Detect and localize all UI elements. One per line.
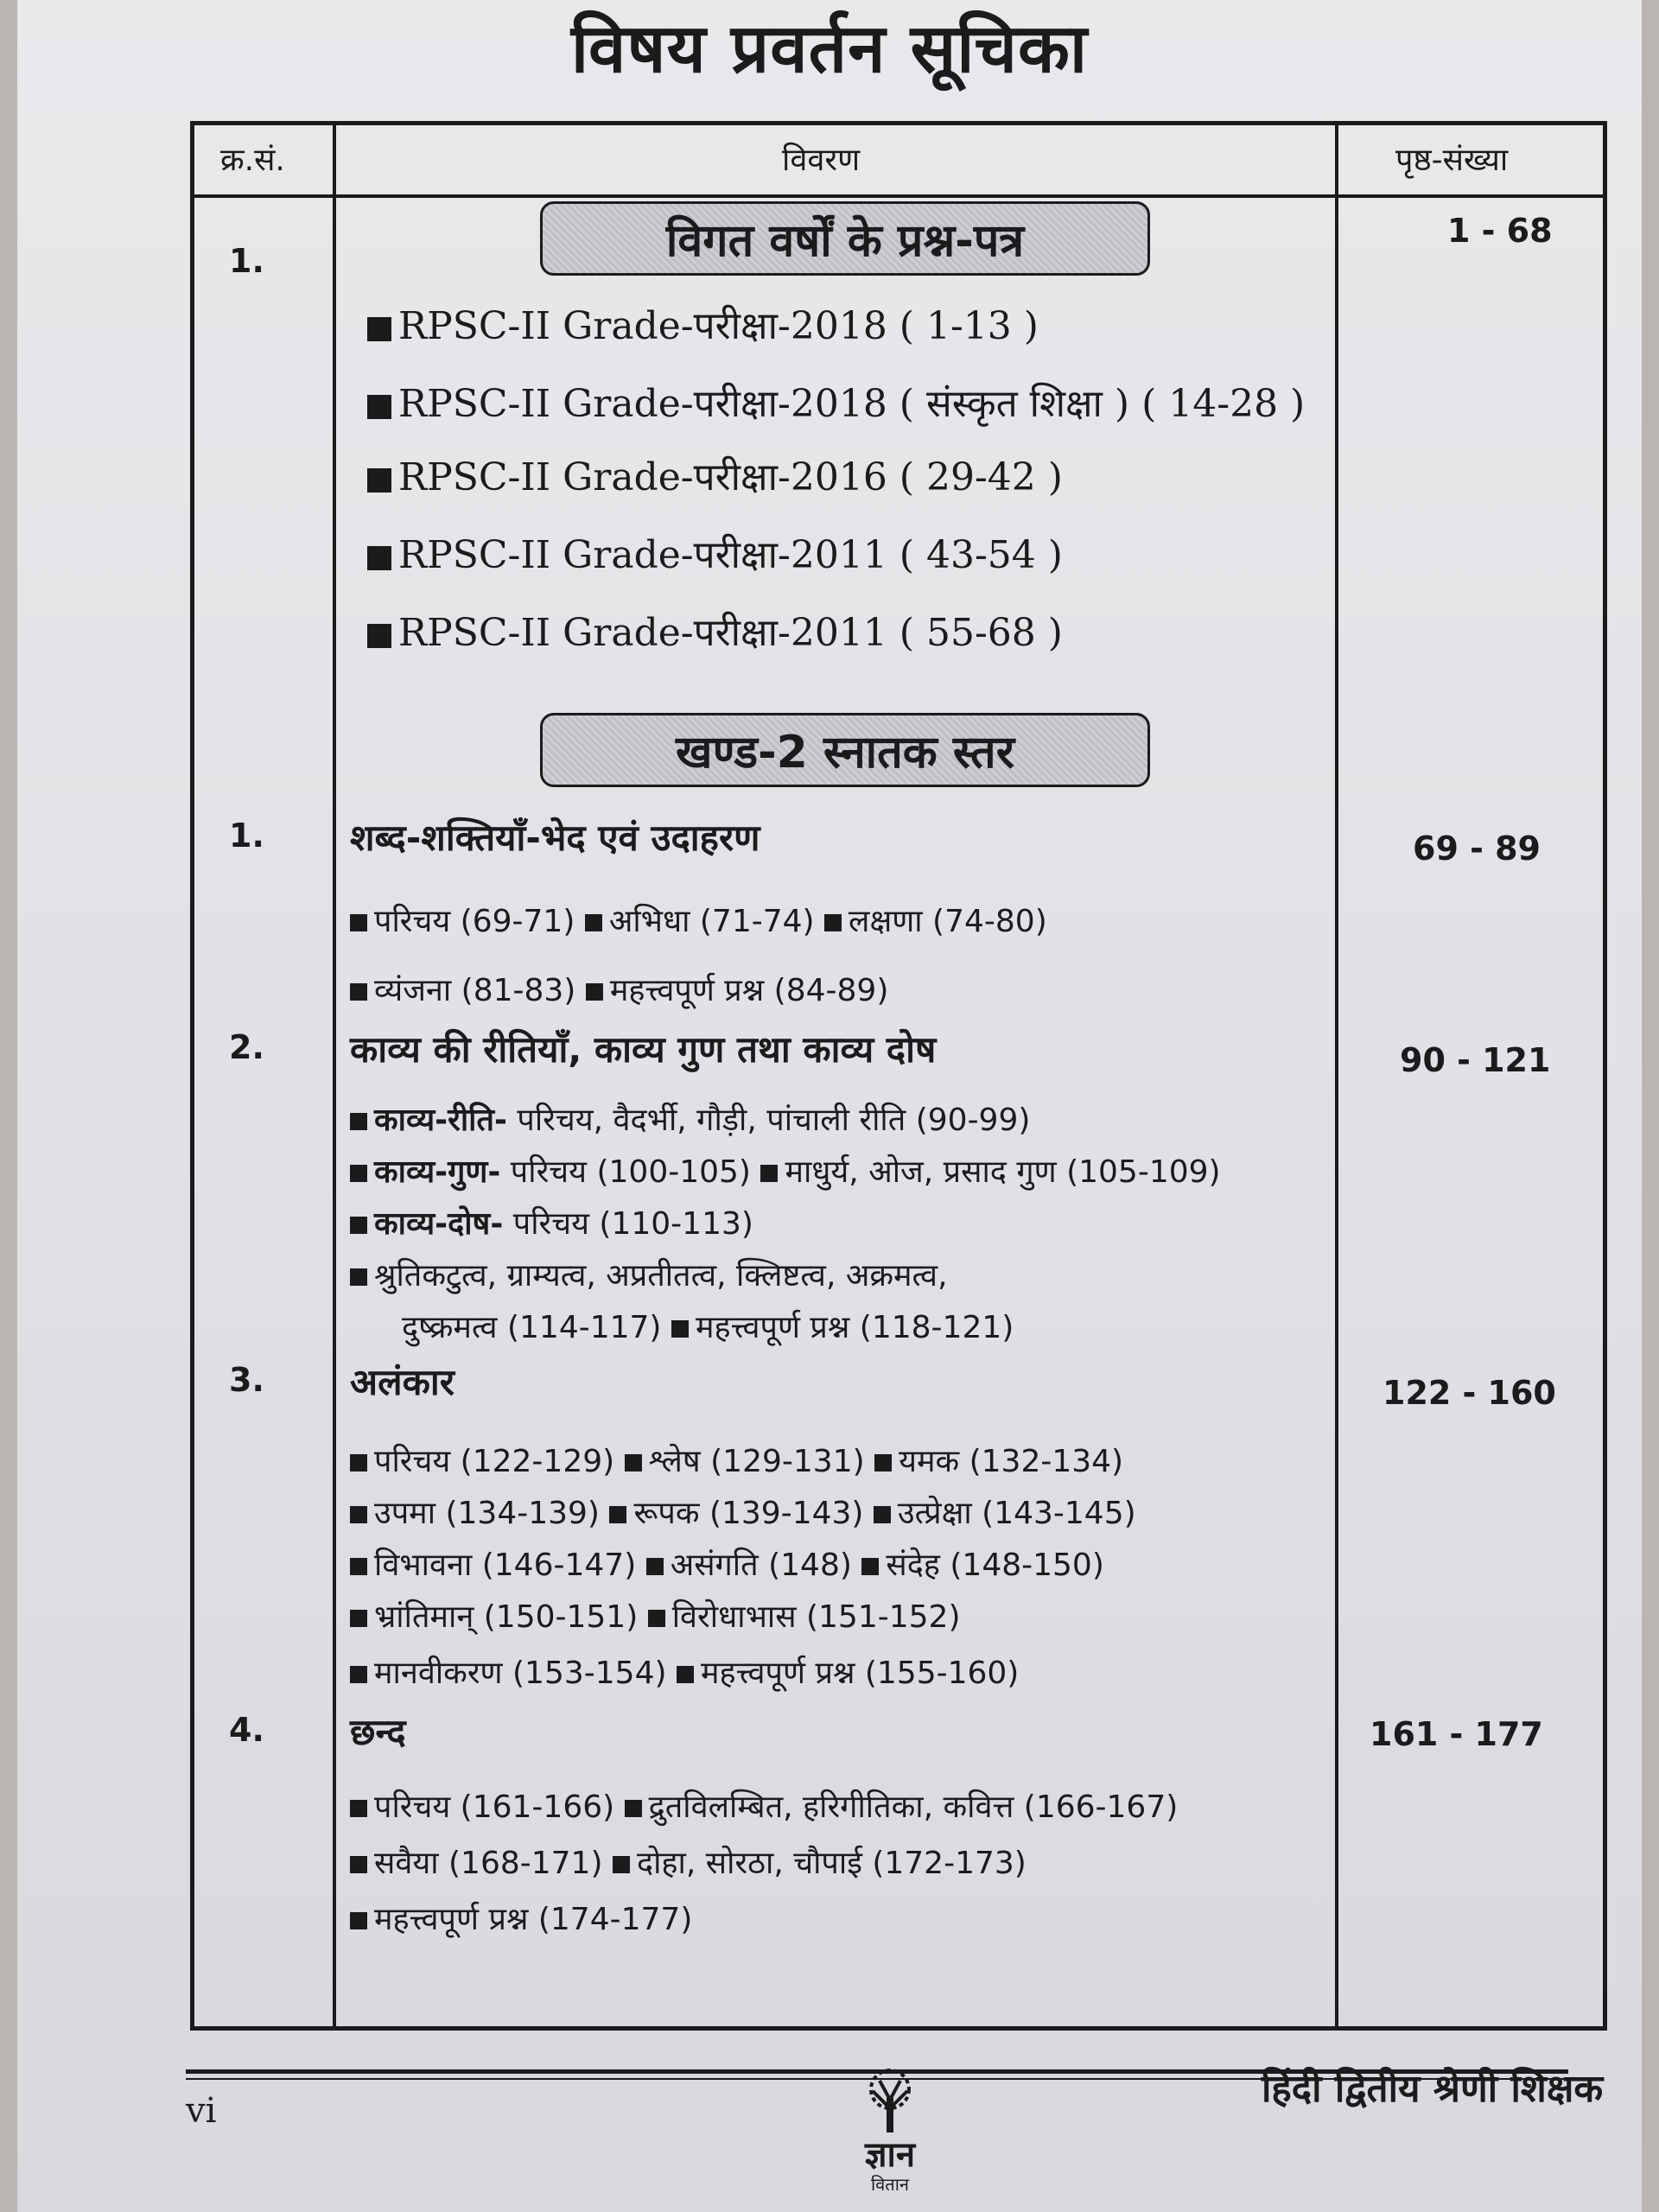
list-item: काव्य-गुण- परिचय (100-105) माधुर्य, ओज, प्रसाद गुण (105-109): [350, 1149, 1221, 1192]
bullet-square-icon: [350, 983, 367, 1001]
bullet-square-icon: [874, 1506, 891, 1523]
bullet-square-icon: [350, 1912, 367, 1929]
list-item: व्यंजना (81-83) महत्त्वपूर्ण प्रश्न (84-89): [350, 968, 888, 1010]
bullet-square-icon: [350, 1610, 367, 1627]
list-item: काव्य-दोष- परिचय (110-113): [350, 1201, 753, 1243]
toc-table: [190, 121, 1607, 2031]
bullet-square-icon: [824, 914, 842, 931]
header-description: विवरण: [782, 143, 861, 178]
bullet-square-icon: [367, 468, 391, 493]
section-title: काव्य की रीतियाँ, काव्य गुण तथा काव्य दोष: [350, 1028, 937, 1071]
list-item: भ्रांतिमान् (150-151) विरोधाभास (151-152): [350, 1594, 961, 1637]
bullet-square-icon: [625, 1454, 642, 1471]
row-number: 1.: [229, 817, 264, 855]
section-title: शब्द-शक्तियाँ-भेद एवं उदाहरण: [350, 817, 760, 859]
list-item: उपमा (134-139) रूपक (139-143) उत्प्रेक्षा (143-145): [350, 1491, 1136, 1533]
bullet-square-icon: [350, 1666, 367, 1683]
bullet-square-icon: [367, 624, 391, 648]
bullet-square-icon: [350, 1217, 367, 1234]
section-banner: विगत वर्षों के प्रश्न-पत्र: [540, 201, 1150, 276]
list-item: RPSC-II Grade-परीक्षा-2011 ( 55-68 ): [367, 605, 1063, 657]
logo-text: ज्ञान: [864, 2135, 916, 2175]
column-divider: [333, 125, 336, 2026]
bullet-square-icon: [367, 546, 391, 570]
book-title: हिंदी द्वितीय श्रेणी शिक्षक: [1262, 2067, 1604, 2111]
row-number: 2.: [229, 1028, 264, 1066]
row-number: 3.: [229, 1361, 264, 1399]
bullet-square-icon: [585, 914, 602, 931]
list-item: सवैया (168-171) दोहा, सोरठा, चौपाई (172-173): [350, 1840, 1027, 1883]
bullet-square-icon: [350, 1454, 367, 1471]
page-range: 161 - 177: [1370, 1715, 1543, 1753]
page-range: 122 - 160: [1382, 1374, 1556, 1412]
section-title: अलंकार: [350, 1361, 454, 1403]
page-title: विषय प्रवर्तन सूचिका: [570, 10, 1089, 88]
logo-subtext: वितान: [871, 2174, 909, 2195]
header-divider: [194, 194, 1603, 198]
book-page: [17, 0, 1642, 2212]
bullet-square-icon: [613, 1856, 630, 1873]
list-item: मानवीकरण (153-154) महत्त्वपूर्ण प्रश्न (155-160): [350, 1650, 1019, 1693]
page-range: 90 - 121: [1400, 1041, 1551, 1079]
header-serial: क्र.सं.: [220, 143, 285, 178]
column-divider: [1335, 125, 1338, 2026]
bullet-square-icon: [609, 1506, 626, 1523]
list-item: काव्य-रीति- परिचय, वैदर्भी, गौड़ी, पांचाली रीति (90-99): [350, 1097, 1030, 1140]
list-item: परिचय (69-71) अभिधा (71-74) लक्षणा (74-80): [350, 899, 1047, 941]
bullet-square-icon: [350, 1800, 367, 1817]
list-item: RPSC-II Grade-परीक्षा-2016 ( 29-42 ): [367, 449, 1063, 501]
bullet-square-icon: [874, 1454, 892, 1471]
row-number: 1.: [229, 242, 264, 280]
bullet-square-icon: [586, 983, 603, 1001]
publisher-logo: [847, 2065, 933, 2195]
bullet-square-icon: [648, 1610, 665, 1627]
row-number: 4.: [229, 1711, 264, 1749]
list-item: दुष्क्रमत्व (114-117) महत्त्वपूर्ण प्रश्न (118-121): [402, 1310, 1014, 1345]
bullet-square-icon: [646, 1558, 664, 1575]
list-item: परिचय (161-166) द्रुतविलम्बित, हरिगीतिका, कवित्त (166-167): [350, 1784, 1178, 1827]
list-item: श्रुतिकटुत्व, ग्राम्यत्व, अप्रतीतत्व, क्लिष्टत्व, अक्रमत्व,: [350, 1253, 948, 1295]
bullet-square-icon: [350, 914, 367, 931]
list-item: विभावना (146-147) असंगति (148) संदेह (148-150): [350, 1542, 1104, 1585]
bullet-square-icon: [350, 1268, 367, 1286]
page-number: vi: [186, 2091, 217, 2131]
section-title: छन्द: [350, 1711, 406, 1753]
page-range: 69 - 89: [1413, 830, 1541, 868]
tree-icon: [847, 2065, 933, 2134]
bullet-square-icon: [350, 1856, 367, 1873]
bullet-square-icon: [625, 1800, 642, 1817]
bullet-square-icon: [350, 1113, 367, 1130]
section-banner: खण्ड-2 स्नातक स्तर: [540, 713, 1150, 787]
list-item: महत्त्वपूर्ण प्रश्न (174-177): [350, 1897, 692, 1939]
bullet-square-icon: [350, 1558, 367, 1575]
page-range: 1 - 68: [1447, 212, 1553, 250]
bullet-square-icon: [350, 1506, 367, 1523]
bullet-square-icon: [861, 1558, 879, 1575]
bullet-square-icon: [350, 1165, 367, 1182]
list-item: परिचय (122-129) श्लेष (129-131) यमक (132-134): [350, 1439, 1123, 1481]
header-pages: पृष्ठ-संख्या: [1395, 143, 1509, 178]
list-item: RPSC-II Grade-परीक्षा-2018 ( संस्कृत शिक्षा ) ( 14-28 ): [367, 376, 1305, 428]
bullet-square-icon: [367, 395, 391, 419]
bullet-square-icon: [760, 1165, 778, 1182]
list-item: RPSC-II Grade-परीक्षा-2018 ( 1-13 ): [367, 298, 1039, 350]
bullet-square-icon: [367, 317, 391, 341]
bullet-square-icon: [671, 1320, 689, 1338]
bullet-square-icon: [677, 1666, 694, 1683]
list-item: RPSC-II Grade-परीक्षा-2011 ( 43-54 ): [367, 527, 1063, 579]
